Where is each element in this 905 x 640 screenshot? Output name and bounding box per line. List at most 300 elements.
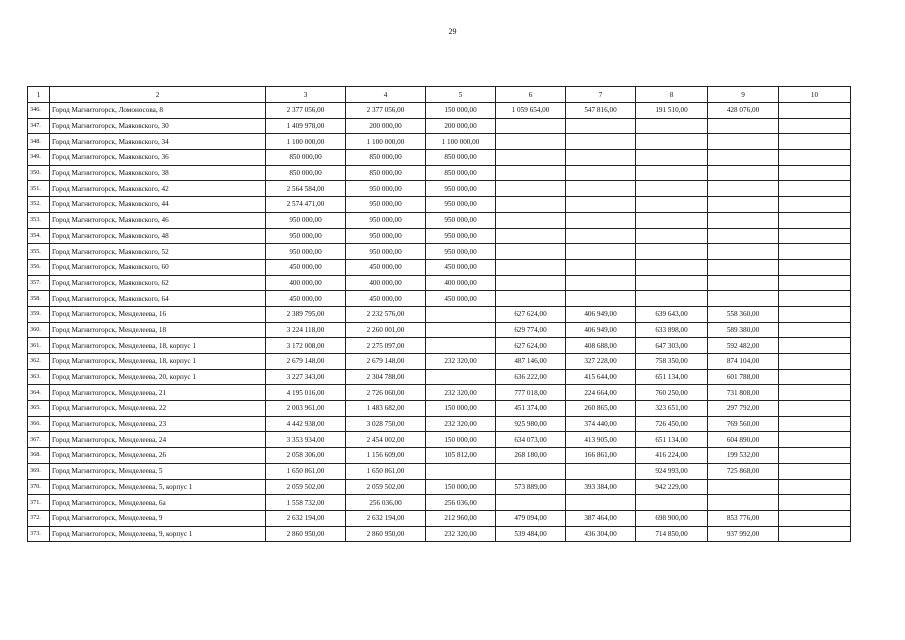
amount-cell: 1 100 000,00 [266,134,346,150]
address-cell: Город Магнитогорск, Маяковского, 46 [50,212,266,228]
table-row [28,291,851,307]
table-row [28,259,851,275]
amount-cell: 4 442 938,00 [266,416,346,432]
row-number: 361. [28,338,50,354]
amount-cell: 2 304 788,00 [346,369,426,385]
amount-cell: 760 250,00 [636,385,708,401]
amount-cell: 232 320,00 [426,354,496,370]
amount-cell [708,291,779,307]
amount-cell: 1 558 732,00 [266,495,346,511]
address-cell: Город Магнитогорск, Маяковского, 62 [50,275,266,291]
amount-cell [496,150,566,166]
amount-cell: 950 000,00 [426,181,496,197]
amount-cell [496,463,566,479]
amount-cell [636,212,708,228]
amount-cell [496,275,566,291]
amount-cell: 400 000,00 [346,275,426,291]
amount-cell: 627 624,00 [496,306,566,322]
row-number: 351. [28,181,50,197]
amount-cell: 592 482,00 [708,338,779,354]
amount-cell: 1 409 978,00 [266,118,346,134]
amount-cell [566,165,636,181]
amount-cell: 408 688,00 [566,338,636,354]
amount-cell: 634 073,00 [496,432,566,448]
table-row [28,463,851,479]
row-number: 367. [28,432,50,448]
address-cell: Город Магнитогорск, Менделеева, 5, корпус 1 [50,479,266,495]
amount-cell [779,322,851,338]
amount-cell: 2 275 097,00 [346,338,426,354]
amount-cell [708,134,779,150]
amount-cell [566,212,636,228]
amount-cell: 150 000,00 [426,401,496,417]
address-cell: Город Магнитогорск, Менделеева, 5 [50,463,266,479]
row-number: 354. [28,228,50,244]
amount-cell: 323 651,00 [636,401,708,417]
address-cell: Город Магнитогорск, Маяковского, 44 [50,197,266,213]
amount-cell [636,291,708,307]
amount-cell: 297 792,00 [708,401,779,417]
address-cell: Город Магнитогорск, Маяковского, 34 [50,134,266,150]
amount-cell [426,463,496,479]
amount-cell [779,463,851,479]
amount-cell: 731 808,00 [708,385,779,401]
amount-cell: 601 788,00 [708,369,779,385]
amount-cell: 725 868,00 [708,463,779,479]
amount-cell: 2 679 148,00 [266,354,346,370]
amount-cell: 200 000,00 [426,118,496,134]
amount-cell: 633 898,00 [636,322,708,338]
row-number: 372. [28,510,50,526]
address-cell: Город Магнитогорск, Менделеева, 9, корпус 1 [50,526,266,542]
amount-cell [636,197,708,213]
amount-cell: 400 000,00 [426,275,496,291]
amount-cell [779,448,851,464]
amount-cell: 1 483 682,00 [346,401,426,417]
amount-cell: 199 532,00 [708,448,779,464]
row-number: 348. [28,134,50,150]
amount-cell: 2 260 001,00 [346,322,426,338]
amount-cell: 2 860 950,00 [346,526,426,542]
table-row [28,385,851,401]
amount-cell: 539 484,00 [496,526,566,542]
amount-cell [779,181,851,197]
row-number: 357. [28,275,50,291]
amount-cell: 2 377 056,00 [346,103,426,119]
amount-cell [779,401,851,417]
amount-cell: 2 059 502,00 [346,479,426,495]
amount-cell: 232 320,00 [426,385,496,401]
amount-cell [779,228,851,244]
amount-cell: 3 353 934,00 [266,432,346,448]
amount-cell: 150 000,00 [426,479,496,495]
table-row [28,401,851,417]
amount-cell [779,526,851,542]
amount-cell: 850 000,00 [266,165,346,181]
amount-cell: 698 900,00 [636,510,708,526]
amount-cell: 2 454 002,00 [346,432,426,448]
amount-cell: 925 980,00 [496,416,566,432]
amount-cell: 3 172 008,00 [266,338,346,354]
amount-cell: 428 076,00 [708,103,779,119]
amount-cell [708,244,779,260]
address-cell: Город Магнитогорск, Маяковского, 42 [50,181,266,197]
row-number: 365. [28,401,50,417]
column-header: 1 [28,87,50,103]
amount-cell: 853 776,00 [708,510,779,526]
amount-cell: 714 850,00 [636,526,708,542]
amount-cell: 232 320,00 [426,526,496,542]
data-table [27,86,851,542]
amount-cell [566,228,636,244]
amount-cell [779,244,851,260]
address-cell: Город Магнитогорск, Менделеева, 22 [50,401,266,417]
amount-cell: 2 389 795,00 [266,306,346,322]
row-number: 370. [28,479,50,495]
amount-cell [566,244,636,260]
amount-cell: 950 000,00 [426,228,496,244]
amount-cell: 400 000,00 [266,275,346,291]
amount-cell [426,306,496,322]
amount-cell: 950 000,00 [426,244,496,260]
amount-cell [566,118,636,134]
amount-cell: 450 000,00 [266,291,346,307]
amount-cell [636,150,708,166]
row-number: 359. [28,306,50,322]
amount-cell [496,197,566,213]
amount-cell: 636 222,00 [496,369,566,385]
amount-cell: 1 156 609,00 [346,448,426,464]
amount-cell [496,228,566,244]
amount-cell [636,259,708,275]
amount-cell [708,259,779,275]
amount-cell [779,479,851,495]
amount-cell: 436 304,00 [566,526,636,542]
amount-cell: 589 380,00 [708,322,779,338]
row-number: 358. [28,291,50,307]
amount-cell: 2 564 584,00 [266,181,346,197]
amount-cell [708,212,779,228]
amount-cell [779,510,851,526]
amount-cell: 3 227 343,00 [266,369,346,385]
amount-cell: 479 094,00 [496,510,566,526]
page-number: 29 [448,27,457,36]
address-cell: Город Магнитогорск, Менделеева, 26 [50,448,266,464]
amount-cell: 2 860 950,00 [266,526,346,542]
amount-cell: 2 377 056,00 [266,103,346,119]
row-number: 350. [28,165,50,181]
amount-cell: 950 000,00 [346,181,426,197]
address-cell: Город Магнитогорск, Менделеева, 21 [50,385,266,401]
amount-cell: 1 650 861,00 [346,463,426,479]
amount-cell: 450 000,00 [426,291,496,307]
address-cell: Город Магнитогорск, Менделеева, 9 [50,510,266,526]
row-number: 366. [28,416,50,432]
address-cell: Город Магнитогорск, Маяковского, 48 [50,228,266,244]
table-row [28,495,851,511]
row-number: 371. [28,495,50,511]
amount-cell: 950 000,00 [266,244,346,260]
column-header: 10 [779,87,851,103]
address-cell: Город Магнитогорск, Менделеева, 23 [50,416,266,432]
amount-cell [708,118,779,134]
amount-cell [636,134,708,150]
amount-cell [779,354,851,370]
amount-cell [779,259,851,275]
amount-cell: 451 374,00 [496,401,566,417]
amount-cell [779,432,851,448]
amount-cell: 191 510,00 [636,103,708,119]
amount-cell [426,338,496,354]
amount-cell: 950 000,00 [346,212,426,228]
row-number: 349. [28,150,50,166]
amount-cell: 726 450,00 [636,416,708,432]
amount-cell: 150 000,00 [426,103,496,119]
address-cell: Город Магнитогорск, Маяковского, 52 [50,244,266,260]
amount-cell [566,197,636,213]
amount-cell: 647 303,00 [636,338,708,354]
amount-cell [708,197,779,213]
column-header: 4 [346,87,426,103]
amount-cell [566,291,636,307]
amount-cell [636,495,708,511]
column-header: 8 [636,87,708,103]
amount-cell [636,228,708,244]
amount-cell [496,212,566,228]
amount-cell: 547 816,00 [566,103,636,119]
table-row [28,479,851,495]
amount-cell [708,181,779,197]
amount-cell [708,275,779,291]
table-row [28,306,851,322]
table-row [28,150,851,166]
amount-cell: 224 664,00 [566,385,636,401]
amount-cell: 924 993,00 [636,463,708,479]
amount-cell [426,369,496,385]
table-row [28,103,851,119]
amount-cell: 393 384,00 [566,479,636,495]
amount-cell: 150 000,00 [426,432,496,448]
amount-cell: 850 000,00 [426,150,496,166]
amount-cell: 573 889,00 [496,479,566,495]
amount-cell: 327 228,00 [566,354,636,370]
amount-cell [566,134,636,150]
amount-cell [496,244,566,260]
amount-cell [636,118,708,134]
amount-cell: 268 180,00 [496,448,566,464]
address-cell: Город Магнитогорск, Менделеева, 16 [50,306,266,322]
amount-cell: 2 679 148,00 [346,354,426,370]
amount-cell: 450 000,00 [426,259,496,275]
table-row [28,338,851,354]
table-row [28,228,851,244]
amount-cell: 651 134,00 [636,369,708,385]
table-row [28,244,851,260]
amount-cell: 950 000,00 [346,197,426,213]
row-number: 347. [28,118,50,134]
amount-cell: 232 320,00 [426,416,496,432]
table-row [28,181,851,197]
amount-cell [779,416,851,432]
amount-cell [779,134,851,150]
amount-cell: 256 036,00 [426,495,496,511]
amount-cell [779,291,851,307]
amount-cell: 2 632 194,00 [266,510,346,526]
amount-cell: 2 058 306,00 [266,448,346,464]
amount-cell: 950 000,00 [426,197,496,213]
amount-cell: 950 000,00 [266,212,346,228]
amount-cell: 2 059 502,00 [266,479,346,495]
amount-cell [566,181,636,197]
address-cell: Город Магнитогорск, Маяковского, 38 [50,165,266,181]
amount-cell: 387 464,00 [566,510,636,526]
amount-cell: 415 644,00 [566,369,636,385]
amount-cell: 769 560,00 [708,416,779,432]
row-number: 373. [28,526,50,542]
amount-cell [779,275,851,291]
amount-cell: 651 134,00 [636,432,708,448]
row-number: 364. [28,385,50,401]
amount-cell [636,165,708,181]
address-cell: Город Магнитогорск, Маяковского, 60 [50,259,266,275]
address-cell: Город Магнитогорск, Маяковского, 64 [50,291,266,307]
amount-cell [779,369,851,385]
amount-cell: 850 000,00 [266,150,346,166]
row-number: 362. [28,354,50,370]
amount-cell: 950 000,00 [346,244,426,260]
table-row [28,448,851,464]
amount-cell: 942 229,00 [636,479,708,495]
amount-cell [636,181,708,197]
amount-cell: 450 000,00 [346,259,426,275]
amount-cell: 200 000,00 [346,118,426,134]
row-number: 352. [28,197,50,213]
amount-cell [496,291,566,307]
amount-cell [566,259,636,275]
amount-cell: 487 146,00 [496,354,566,370]
amount-cell [708,228,779,244]
amount-cell [566,463,636,479]
amount-cell: 1 650 861,00 [266,463,346,479]
amount-cell: 3 224 118,00 [266,322,346,338]
amount-cell: 105 812,00 [426,448,496,464]
amount-cell [708,479,779,495]
row-number: 368. [28,448,50,464]
amount-cell: 413 905,00 [566,432,636,448]
amount-cell: 212 960,00 [426,510,496,526]
table-row [28,354,851,370]
amount-cell [708,165,779,181]
header-row [28,87,851,103]
amount-cell: 604 890,00 [708,432,779,448]
amount-cell: 2 632 194,00 [346,510,426,526]
row-number: 363. [28,369,50,385]
address-cell: Город Магнитогорск, Маяковского, 30 [50,118,266,134]
amount-cell: 450 000,00 [346,291,426,307]
amount-cell [426,322,496,338]
amount-cell: 3 028 750,00 [346,416,426,432]
amount-cell [566,275,636,291]
amount-cell: 2 003 961,00 [266,401,346,417]
table-row [28,197,851,213]
amount-cell: 950 000,00 [266,228,346,244]
amount-cell: 256 036,00 [346,495,426,511]
amount-cell: 2 574 471,00 [266,197,346,213]
table-row [28,322,851,338]
row-number: 346. [28,103,50,119]
amount-cell: 406 949,00 [566,322,636,338]
address-cell: Город Магнитогорск, Менделеева, 18, корпус 1 [50,354,266,370]
amount-cell: 850 000,00 [426,165,496,181]
amount-cell: 850 000,00 [346,150,426,166]
address-cell: Город Магнитогорск, Менделеева, 18, корпус 1 [50,338,266,354]
amount-cell: 950 000,00 [346,228,426,244]
amount-cell [779,118,851,134]
amount-cell: 2 726 060,00 [346,385,426,401]
row-number: 360. [28,322,50,338]
column-header: 7 [566,87,636,103]
amount-cell: 1 059 654,00 [496,103,566,119]
amount-cell [496,118,566,134]
amount-cell: 374 440,00 [566,416,636,432]
column-header: 6 [496,87,566,103]
amount-cell [779,495,851,511]
address-cell: Город Магнитогорск, Менделеева, 6а [50,495,266,511]
amount-cell [779,150,851,166]
amount-cell [779,212,851,228]
table-row [28,118,851,134]
amount-cell [496,495,566,511]
amount-cell [708,150,779,166]
amount-cell [496,134,566,150]
address-cell: Город Магнитогорск, Менделеева, 18 [50,322,266,338]
row-number: 356. [28,259,50,275]
amount-cell: 937 992,00 [708,526,779,542]
amount-cell: 629 774,00 [496,322,566,338]
amount-cell [496,165,566,181]
table-row [28,416,851,432]
row-number: 353. [28,212,50,228]
amount-cell: 627 624,00 [496,338,566,354]
amount-cell: 1 100 000,00 [426,134,496,150]
address-cell: Город Магнитогорск, Ломоносова, 8 [50,103,266,119]
amount-cell [636,244,708,260]
table-row [28,510,851,526]
column-header: 5 [426,87,496,103]
address-cell: Город Магнитогорск, Маяковского, 36 [50,150,266,166]
table-row [28,134,851,150]
amount-cell: 874 104,00 [708,354,779,370]
amount-cell: 639 643,00 [636,306,708,322]
table-row [28,275,851,291]
amount-cell: 558 360,00 [708,306,779,322]
amount-cell [779,103,851,119]
column-header: 9 [708,87,779,103]
row-number: 369. [28,463,50,479]
amount-cell [708,495,779,511]
amount-cell: 4 195 016,00 [266,385,346,401]
column-header: 2 [50,87,266,103]
amount-cell [779,165,851,181]
address-cell: Город Магнитогорск, Менделеева, 20, корпус 1 [50,369,266,385]
table-row [28,212,851,228]
amount-cell [779,306,851,322]
amount-cell [636,275,708,291]
amount-cell [779,338,851,354]
amount-cell: 260 865,00 [566,401,636,417]
amount-cell: 166 861,00 [566,448,636,464]
amount-cell: 850 000,00 [346,165,426,181]
